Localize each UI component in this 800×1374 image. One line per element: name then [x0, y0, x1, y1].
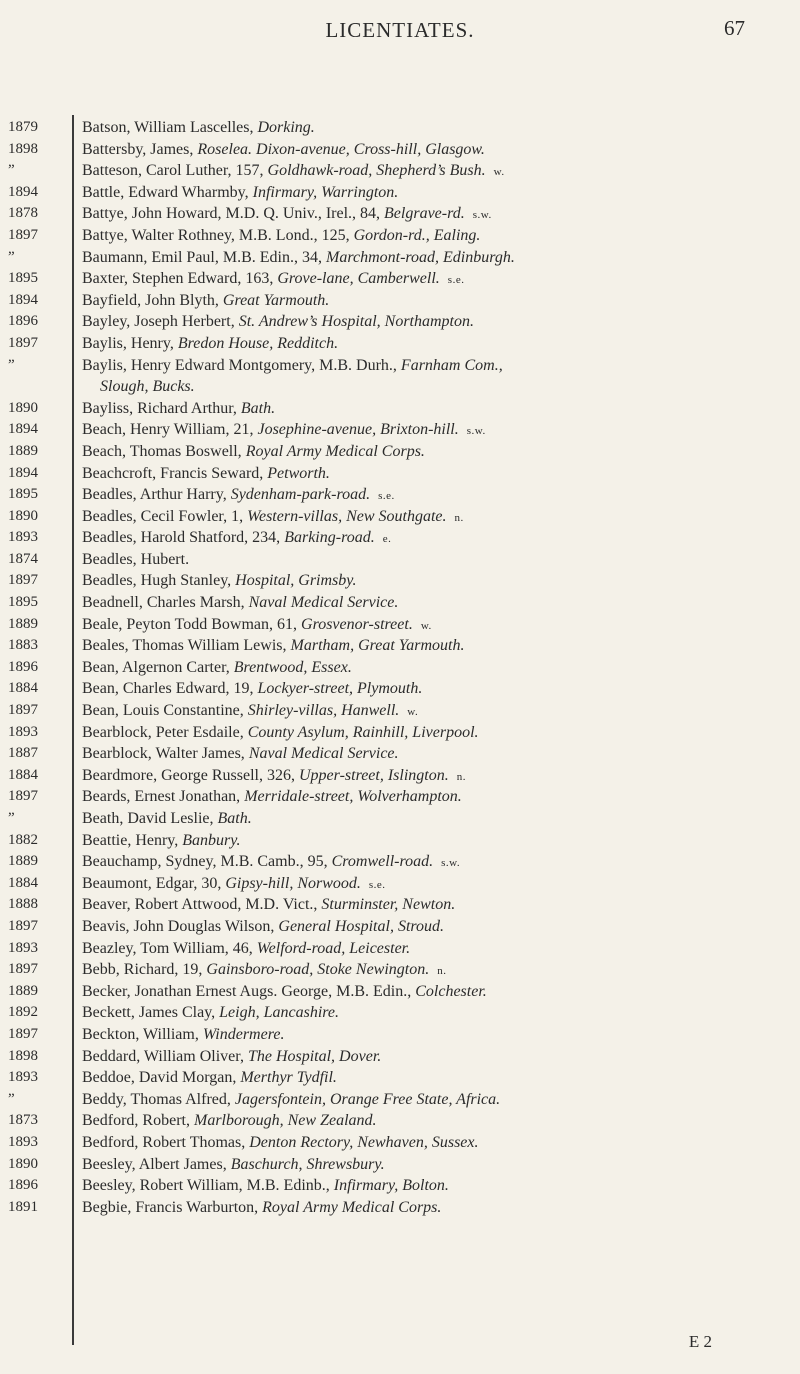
entry-location: Infirmary, Warrington. — [252, 183, 399, 201]
entry-text — [82, 983, 772, 1001]
entry-name: Beaver, Robert Attwood, M.D. Vict., — [82, 896, 322, 914]
entry-district: s.w. — [466, 425, 486, 438]
entry-text — [82, 788, 772, 806]
entry-name: Begbie, Francis Warburton, — [82, 1198, 263, 1216]
entry-name: Batson, William Lascelles, — [82, 119, 258, 136]
entry-name: Beath, David Leslie, — [82, 810, 218, 827]
entry-year: 1897 — [8, 334, 38, 351]
list-item — [0, 465, 800, 487]
entry-district: w. — [493, 166, 505, 179]
entry-text — [82, 508, 772, 526]
entry-location: Petworth. — [267, 464, 330, 482]
entry-location: Bredon House, Redditch. — [177, 334, 339, 352]
entry-location: Western-villas, New Southgate. — [247, 507, 447, 525]
entry-year: 1895 — [8, 594, 38, 611]
entry-year: 1893 — [8, 1069, 38, 1086]
entry-text — [82, 853, 772, 871]
entry-text — [82, 810, 772, 828]
entry-year: 1896 — [8, 313, 38, 330]
entry-name: Beazley, Tom William, 46, — [82, 939, 257, 957]
entry-text — [82, 141, 772, 159]
entry-name: Bean, Louis Constantine, — [82, 702, 248, 720]
entry-text — [82, 594, 772, 612]
entry-name: Beadles, Hubert. — [82, 550, 190, 568]
entry-text — [82, 292, 772, 310]
list-item — [0, 421, 800, 443]
entry-location: Grove-lane, Camberwell. — [277, 270, 440, 288]
entry-location: Hospital, Grimsby. — [235, 572, 357, 590]
list-item — [0, 572, 800, 594]
entry-location: Naval Medical Service. — [248, 745, 399, 763]
entry-year: 1898 — [8, 1047, 38, 1064]
entry-year: 1891 — [8, 1198, 38, 1215]
entry-text — [82, 486, 772, 504]
list-item — [0, 659, 800, 681]
list-item — [0, 961, 800, 983]
entry-text — [82, 1004, 772, 1022]
list-item — [0, 983, 800, 1005]
entry-name: Bean, Algernon Carter, — [82, 658, 234, 676]
entry-year: 1895 — [8, 486, 38, 503]
entry-location: Marlborough, New Zealand. — [193, 1112, 377, 1130]
entry-location: Cromwell-road. — [331, 853, 434, 871]
entry-location: Naval Medical Service. — [248, 594, 399, 612]
entry-year: 1893 — [8, 723, 38, 740]
entry-location: Bath. — [240, 399, 276, 417]
entry-district: n. — [437, 965, 447, 978]
entry-text — [82, 875, 772, 893]
entry-year: 1890 — [8, 507, 38, 524]
list-item — [0, 1026, 800, 1048]
entry-text — [82, 1177, 772, 1195]
entry-year: 1894 — [8, 464, 38, 481]
entry-text — [82, 443, 772, 461]
entry-location: Farnham Com., — [400, 356, 503, 374]
list-item — [0, 745, 800, 767]
entry-location: Slough, Bucks. — [100, 378, 195, 396]
list-item — [0, 249, 800, 271]
entry-name: Beach, Henry William, 21, — [82, 421, 258, 439]
entry-year: 1894 — [8, 421, 38, 438]
entry-text — [82, 335, 772, 353]
entry-text — [82, 1069, 772, 1087]
entry-name: Beach, Thomas Boswell, — [82, 442, 246, 460]
entry-name: Battye, Walter Rothney, M.B. Lond., 125, — [82, 226, 354, 244]
entry-location: Goldhawk-road, Shepherd’s Bush. — [267, 162, 486, 180]
list-item — [0, 378, 800, 400]
entry-year: 1896 — [8, 658, 38, 675]
entry-text — [82, 1199, 772, 1217]
entry-text — [82, 702, 772, 720]
entry-location: Leigh, Lancashire. — [219, 1004, 340, 1022]
entry-text — [82, 896, 772, 914]
entry-year: 1894 — [8, 291, 38, 308]
list-item — [0, 594, 800, 616]
list-item — [0, 680, 800, 702]
entry-text — [82, 270, 772, 288]
entry-text — [82, 1112, 772, 1130]
entry-year: 1889 — [8, 853, 38, 870]
list-item — [0, 292, 800, 314]
list-item — [0, 313, 800, 335]
list-item — [0, 270, 800, 292]
entry-district: s.e. — [368, 878, 386, 891]
entry-name: Becker, Jonathan Ernest Augs. George, M.B. Edin., — [82, 982, 416, 1000]
entry-year: 1889 — [8, 615, 38, 632]
entry-name: Bayliss, Richard Arthur, — [82, 399, 241, 417]
entry-text — [82, 659, 772, 677]
entry-name: Bearblock, Peter Esdaile, — [82, 723, 248, 741]
list-item — [0, 616, 800, 638]
entry-name: Beadles, Harold Shatford, 234, — [82, 529, 285, 547]
entry-name: Beachcroft, Francis Seward, — [82, 464, 268, 482]
entry-location: Merthyr Tydfil. — [240, 1069, 337, 1087]
entry-location: Merridale-street, Wolverhampton. — [244, 788, 462, 806]
entry-text — [82, 832, 772, 850]
entry-year: 1874 — [8, 550, 38, 567]
entry-location: Gainsboro-road, Stoke Newington. — [206, 961, 430, 979]
entry-name: Battersby, James, — [82, 140, 198, 158]
entry-year: ” — [8, 356, 15, 373]
entry-text — [82, 724, 772, 742]
entry-year: ” — [8, 1090, 15, 1107]
entry-year: ” — [8, 162, 15, 179]
entry-text — [82, 918, 772, 936]
entry-district: e. — [382, 533, 392, 546]
entry-name: Bebb, Richard, 19, — [82, 961, 207, 979]
entry-district: w. — [407, 706, 419, 719]
signature-mark: E 2 — [688, 1332, 712, 1351]
entry-text — [82, 227, 772, 245]
entry-district: s.e. — [378, 490, 395, 503]
list-item — [0, 637, 800, 659]
entry-location: Marchmont-road, Edinburgh. — [326, 248, 515, 266]
entry-name: Bayfield, John Blyth, — [82, 291, 223, 309]
entry-year: ” — [8, 810, 15, 826]
entry-location: Colchester. — [415, 982, 487, 1000]
entry-location: Gipsy-hill, Norwood. — [225, 874, 361, 892]
list-item — [0, 529, 800, 551]
entry-district: w. — [420, 619, 432, 632]
entry-text — [82, 249, 772, 267]
entry-name: Batteson, Carol Luther, 157, — [82, 162, 268, 180]
entry-location: Welford-road, Leicester. — [256, 939, 411, 957]
entry-text — [82, 205, 772, 223]
entry-name: Bayley, Joseph Herbert, — [82, 313, 239, 331]
list-item — [0, 1112, 800, 1134]
entry-name: Battle, Edward Wharmby, — [82, 183, 253, 201]
entry-location: Infirmary, Bolton. — [333, 1177, 449, 1195]
entry-name: Beckett, James Clay, — [82, 1004, 220, 1022]
entry-name: Beauchamp, Sydney, M.B. Camb., 95, — [82, 853, 332, 871]
entry-text — [82, 637, 772, 655]
entry-location: Windermere. — [202, 1025, 285, 1043]
entry-name: Beckton, William, — [82, 1025, 203, 1043]
entry-year: 1889 — [8, 442, 38, 459]
entry-year: 1897 — [8, 788, 38, 805]
list-item — [0, 940, 800, 962]
page-number: 67 — [724, 16, 745, 40]
list-item — [0, 853, 800, 875]
list-item — [0, 918, 800, 940]
list-item — [0, 896, 800, 918]
entry-text — [82, 680, 772, 698]
entry-location: Bath. — [217, 810, 252, 827]
entry-location: Great Yarmouth. — [222, 291, 330, 309]
entry-text — [82, 1134, 772, 1152]
entry-location: County Asylum, Rainhill, Liverpool. — [247, 723, 479, 741]
list-item — [0, 443, 800, 465]
entry-year: 1888 — [8, 896, 38, 913]
entry-location: Sturminster, Newton. — [321, 896, 456, 914]
list-item — [0, 1134, 800, 1156]
list-item — [0, 335, 800, 357]
entry-text — [82, 184, 772, 202]
entry-name: Beales, Thomas William Lewis, — [82, 637, 291, 655]
entry-name: Beadles, Arthur Harry, — [82, 486, 231, 504]
entry-location: Roselea. Dixon-avenue, Cross-hill, Glasgow. — [197, 140, 485, 158]
entry-name: Bedford, Robert Thomas, — [82, 1133, 250, 1151]
entry-text — [82, 529, 772, 547]
entry-text — [82, 357, 772, 375]
entry-text — [82, 400, 772, 418]
list-item — [0, 162, 800, 184]
entry-text — [82, 1091, 772, 1109]
list-item — [0, 1199, 800, 1221]
entry-name: Beardmore, George Russell, 326, — [82, 766, 299, 784]
list-item — [0, 724, 800, 746]
list-item — [0, 702, 800, 724]
entry-district: s.w. — [472, 209, 492, 222]
entry-text — [82, 616, 772, 634]
entry-location: Belgrave-rd. — [384, 205, 465, 223]
entry-year: 1882 — [8, 831, 38, 848]
entry-name: Beadnell, Charles Marsh, — [82, 594, 249, 612]
list-item — [0, 1004, 800, 1026]
entry-location: Denton Rectory, Newhaven, Sussex. — [249, 1133, 479, 1151]
entry-text — [82, 1048, 772, 1066]
entry-text — [82, 162, 772, 180]
list-item — [0, 788, 800, 810]
list-item — [0, 1069, 800, 1091]
entry-year: 1892 — [8, 1004, 38, 1021]
entry-year: 1884 — [8, 874, 38, 891]
entry-name: Beddy, Thomas Alfred, — [82, 1090, 235, 1108]
entry-name: Baylis, Henry Edward Montgomery, M.B. Durh., — [82, 356, 401, 374]
entry-name: Baumann, Emil Paul, M.B. Edin., 34, — [82, 248, 326, 266]
entry-name: Bearblock, Walter James, — [82, 745, 249, 763]
entry-year: 1890 — [8, 1155, 38, 1172]
entry-name: Beddoe, David Morgan, — [82, 1069, 241, 1087]
entry-location: Royal Army Medical Corps. — [262, 1198, 442, 1216]
entry-location: Josephine-avenue, Brixton-hill. — [257, 421, 459, 439]
entry-year: 1889 — [8, 982, 38, 999]
entry-year: 1887 — [8, 745, 38, 762]
entry-name: Baxter, Stephen Edward, 163, — [82, 270, 278, 288]
entry-name: Beddard, William Oliver, — [82, 1047, 248, 1065]
entry-district: n. — [456, 770, 466, 783]
entry-year: 1884 — [8, 766, 38, 783]
entry-year: 1897 — [8, 917, 38, 934]
licentiates-list — [0, 119, 800, 1220]
entry-year: 1897 — [8, 572, 38, 589]
entry-text — [82, 421, 772, 439]
list-item — [0, 1156, 800, 1178]
entry-year: 1898 — [8, 140, 38, 157]
entry-district: s.w. — [441, 857, 461, 870]
entry-name: Beards, Ernest Jonathan, — [82, 788, 245, 806]
entry-location: Dorking. — [257, 119, 315, 136]
entry-text — [82, 745, 772, 763]
entry-year: 1873 — [8, 1112, 38, 1129]
list-item — [0, 357, 800, 379]
entry-year: 1893 — [8, 529, 38, 546]
entry-location: Barking-road. — [284, 529, 375, 547]
list-item — [0, 1091, 800, 1113]
entry-name: Baylis, Henry, — [82, 334, 178, 352]
entry-name: Bedford, Robert, — [82, 1112, 194, 1130]
entry-text — [82, 1156, 772, 1174]
entry-location: Shirley-villas, Hanwell. — [247, 702, 400, 720]
entry-text — [82, 465, 772, 483]
entry-year: 1894 — [8, 183, 38, 200]
entry-year: 1878 — [8, 205, 38, 222]
entry-name: Battye, John Howard, M.D. Q. Univ., Irel., 84, — [82, 205, 385, 223]
entry-year: 1879 — [8, 119, 38, 135]
entry-text — [82, 1026, 772, 1044]
list-item — [0, 141, 800, 163]
entry-text — [82, 313, 772, 331]
entry-name: Beadles, Cecil Fowler, 1, — [82, 507, 248, 525]
list-item — [0, 767, 800, 789]
entry-text — [82, 767, 772, 785]
page-title: LICENTIATES. — [325, 18, 475, 42]
entry-text — [82, 940, 772, 958]
entry-year: 1883 — [8, 637, 38, 654]
entry-name: Beadles, Hugh Stanley, — [82, 572, 236, 590]
list-item — [0, 205, 800, 227]
entry-name: Beavis, John Douglas Wilson, — [82, 917, 279, 935]
list-item — [0, 184, 800, 206]
entry-name: Beesley, Albert James, — [82, 1155, 231, 1173]
entry-name: Beesley, Robert William, M.B. Edinb., — [82, 1177, 334, 1195]
entry-district: n. — [454, 511, 464, 524]
entry-location: General Hospital, Stroud. — [278, 917, 445, 935]
entry-text — [82, 119, 772, 137]
entry-year: 1893 — [8, 939, 38, 956]
entry-text — [82, 961, 772, 979]
entry-name: Beale, Peyton Todd Bowman, 61, — [82, 615, 302, 633]
entry-location: Brentwood, Essex. — [233, 658, 352, 676]
entry-location: Sydenham-park-road. — [230, 486, 371, 504]
entry-year: 1897 — [8, 961, 38, 978]
entry-location: Grosvenor-street. — [301, 615, 413, 633]
entry-year: 1896 — [8, 1177, 38, 1194]
entry-location: Gordon-rd., Ealing. — [353, 226, 481, 244]
list-item — [0, 1177, 800, 1199]
entry-district: s.e. — [447, 274, 465, 287]
entry-year: 1890 — [8, 399, 38, 416]
entry-name: Beattie, Henry, — [82, 831, 183, 849]
entry-location: Lockyer-street, Plymouth. — [257, 680, 423, 698]
entry-location: Upper-street, Islington. — [299, 766, 449, 784]
list-item — [0, 832, 800, 854]
entry-location: Jagersfontein, Orange Free State, Africa. — [234, 1090, 501, 1108]
entry-year: 1895 — [8, 270, 38, 287]
entry-location: Banbury. — [182, 831, 241, 849]
list-item — [0, 119, 800, 141]
entry-name: Beaumont, Edgar, 30, — [82, 874, 226, 892]
entry-location: St. Andrew’s Hospital, Northampton. — [238, 313, 474, 331]
list-item — [0, 810, 800, 832]
entry-year: 1893 — [8, 1133, 38, 1150]
list-item — [0, 551, 800, 573]
entry-year: 1897 — [8, 702, 38, 719]
entry-text — [82, 551, 772, 569]
list-item — [0, 486, 800, 508]
entry-location: Baschurch, Shrewsbury. — [230, 1155, 385, 1173]
entry-year: 1884 — [8, 680, 38, 697]
entry-location: The Hospital, Dover. — [247, 1047, 382, 1065]
list-item — [0, 227, 800, 249]
entry-name: Bean, Charles Edward, 19, — [82, 680, 258, 698]
entry-location: Martham, Great Yarmouth. — [290, 637, 465, 655]
list-item — [0, 508, 800, 530]
entry-location: Royal Army Medical Corps. — [245, 442, 425, 460]
entry-year: ” — [8, 248, 15, 265]
entry-text — [82, 572, 772, 590]
list-item — [0, 875, 800, 897]
list-item — [0, 1048, 800, 1070]
entry-text — [100, 378, 772, 396]
list-item — [0, 400, 800, 422]
entry-year: 1897 — [8, 226, 38, 243]
entry-year: 1897 — [8, 1025, 38, 1042]
